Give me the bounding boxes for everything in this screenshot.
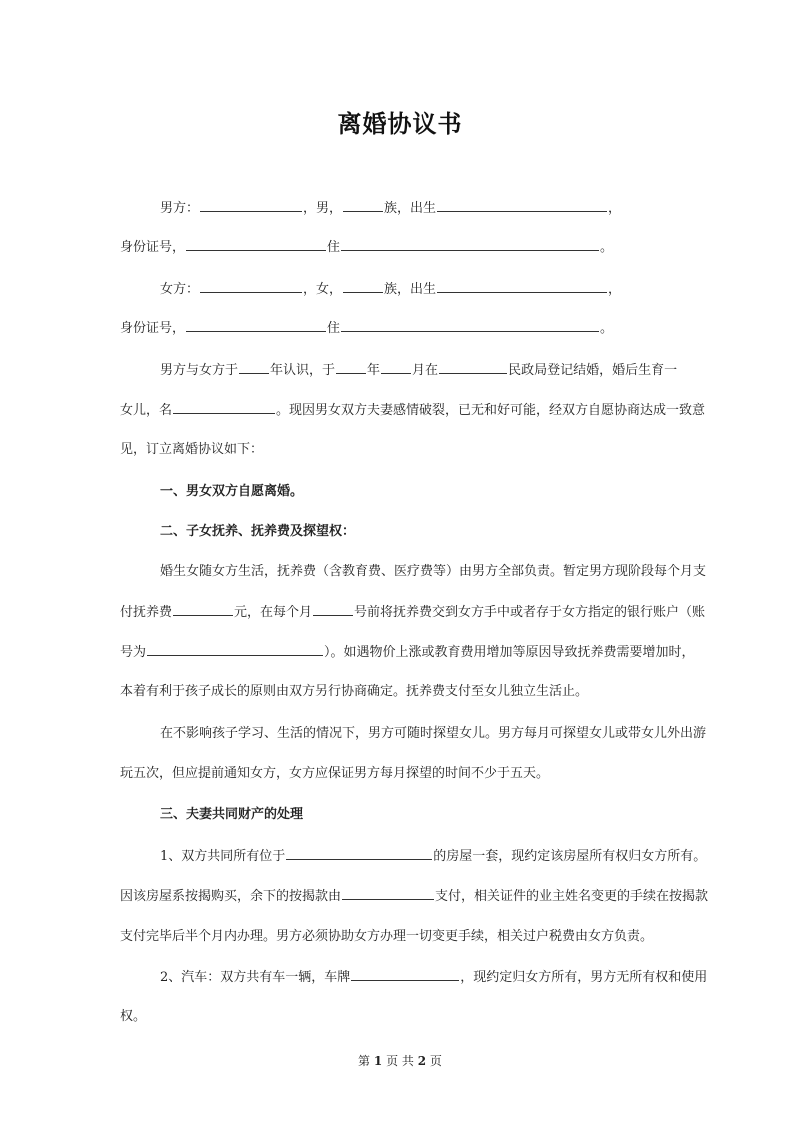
support-day-blank [313,602,353,616]
intro-text: 男方与女方于 [160,363,239,378]
female-address-blank [341,318,599,332]
female-name-blank [200,279,302,293]
support-text: 元，在每个月 [234,605,313,620]
male-ethnicity-blank [343,198,383,212]
house-location-blank [286,846,432,860]
female-line-end: ， [608,282,622,297]
property-text: 因该房屋系按揭购买，余下的按揭款由 [120,889,342,904]
support-line-4: 本着有利于孩子成长的原则由双方另行协商确定。抚养费支付至女儿独立生活止。 [120,684,589,699]
car-line-2: 权。 [120,1009,147,1024]
visitation-line-2: 玩五次，但应提前通知女方，女方应保证男方每月探望的时间不少于五天。 [120,766,550,781]
support-text: 付抚养费 [120,605,173,620]
intro-text: 年认识，于 [270,363,336,378]
male-name-blank [200,198,302,212]
intro-text: 民政局登记结婚，婚后生育一 [508,363,678,378]
support-text: 号为 [120,645,147,660]
male-address-label: 住 [327,240,341,255]
female-id-line [120,318,690,339]
car-line-1 [160,967,708,988]
female-party-line [160,279,690,300]
marriage-month-blank [381,360,411,374]
male-id-line [120,237,690,258]
section-3-heading: 三、夫妻共同财产的处理 [160,807,304,822]
daughter-name-blank [173,400,275,414]
support-line-1: 婚生女随女方生活，抚养费（含教育费、医疗费等）由男方全部负责。暂定男方现阶段每个月支 [160,564,707,579]
male-party-line [160,198,690,219]
female-ethnicity-label: 族，出生 [384,282,437,297]
footer-text: 第 [358,1054,371,1068]
property-line-3: 支付完毕后半个月内办理。男方必须协助女方办理一切变更手续，相关过户税费由女方负责。 [120,929,654,944]
male-gender: ，男， [303,201,343,216]
male-ethnicity-label: 族，出生 [384,201,437,216]
section-2-heading: 二、子女抚养、抚养费及探望权： [160,524,356,539]
property-text: 的房屋一套，现约定该房屋所有权归女方所有。 [433,849,707,864]
female-ethnicity-blank [343,279,383,293]
intro-text: 年 [367,363,381,378]
female-gender: ，女， [303,282,343,297]
intro-line-1 [160,360,690,381]
female-id-label: 身份证号， [120,321,186,336]
intro-line-3: 见，订立离婚协议如下： [120,442,264,457]
support-line-2 [120,602,706,623]
male-id-end: 。 [600,240,614,255]
male-label: 男方： [160,201,200,216]
property-line-2 [120,886,709,907]
intro-text: 。现因男女双方夫妻感情破裂，已无和好可能，经双方自愿协商达成一致意 [276,403,706,418]
bureau-blank [439,360,507,374]
female-address-label: 住 [327,321,341,336]
male-birth-blank [437,198,607,212]
female-id-blank [186,318,326,332]
male-address-blank [341,237,599,251]
male-line-end: ， [608,201,622,216]
support-amount-blank [173,602,233,616]
property-text: 1、双方共同所有位于 [160,849,286,864]
female-birth-blank [437,279,607,293]
footer-text: 页 共 [386,1054,414,1068]
marriage-year-blank [336,360,366,374]
intro-text: 女儿，名 [120,403,173,418]
male-id-label: 身份证号， [120,240,186,255]
document-title: 离婚协议书 [337,109,463,138]
section-1-heading: 一、男女双方自愿离婚。 [160,484,304,499]
page-footer [0,1052,800,1069]
footer-text: 页 [429,1054,442,1068]
total-pages: 2 [417,1054,427,1068]
account-number-blank [147,642,323,656]
visitation-line-1: 在不影响孩子学习、生活的情况下，男方可随时探望女儿。男方每月可探望女儿或带女儿外出游 [160,726,707,741]
car-text: ，现约定归女方所有，男方无所有权和使用 [460,970,708,985]
support-text: ）。如遇物价上涨或教育费用增加等原因导致抚养费需要增加时， [324,645,695,660]
property-text: 支付，相关证件的业主姓名变更的手续在按揭款 [435,889,709,904]
property-line-1 [160,846,707,867]
meet-year-blank [239,360,269,374]
intro-line-2 [120,400,706,421]
support-text: 号前将抚养费交到女方手中或者存于女方指定的银行账户（账 [354,605,706,620]
license-plate-blank [351,967,459,981]
page-number: 1 [373,1054,383,1068]
male-id-blank [186,237,326,251]
intro-text: 月在 [412,363,439,378]
female-id-end: 。 [600,321,614,336]
mortgage-payer-blank [342,886,434,900]
female-label: 女方： [160,282,200,297]
support-line-3 [120,642,695,663]
car-text: 2、汽车：双方共有车一辆，车牌 [160,970,351,985]
